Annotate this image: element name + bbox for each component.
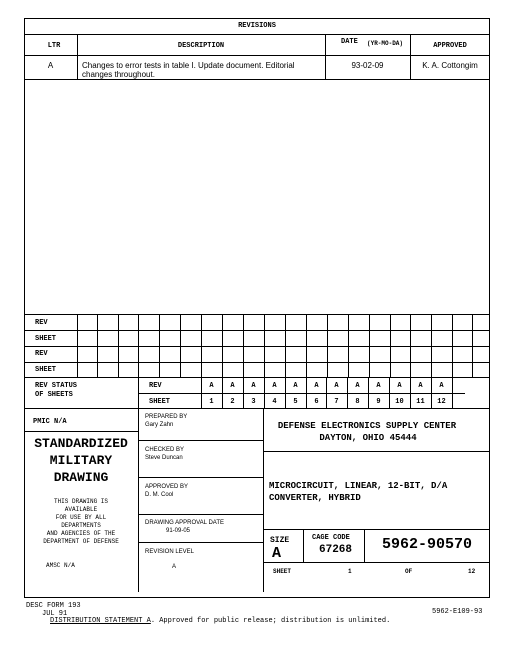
form-date: JUL 91 (42, 610, 68, 618)
rev-row-description-line1: Changes to error tests in table I. Update document. Editorial (82, 61, 295, 70)
checked-by-label: CHECKED BY (145, 447, 185, 453)
divider (390, 314, 391, 377)
rev-status-sheet: 8 (355, 398, 360, 406)
rev-status-rev: A (397, 382, 402, 390)
rev-row-approved: K. A. Cottongim (422, 61, 478, 70)
divider (138, 542, 263, 543)
rev-status-rev: A (209, 382, 214, 390)
rev-status-sheet: 6 (314, 398, 319, 406)
divider (138, 314, 139, 377)
divider (452, 314, 453, 377)
standardized-title-line2: MILITARY (49, 453, 113, 468)
divider (24, 314, 490, 315)
header-date: DATE (341, 38, 358, 46)
divider (138, 440, 263, 441)
checked-by-name: Steve Duncan (145, 455, 183, 461)
divider (138, 393, 465, 394)
distribution-label: DISTRIBUTION STATEMENT A (50, 617, 151, 625)
availability-line: DEPARTMENTS (61, 522, 101, 529)
rev-status-sheet: 9 (376, 398, 381, 406)
availability-line: FOR USE BY ALL (55, 514, 107, 521)
rev-status-rev-label: REV (149, 382, 162, 390)
divider (325, 34, 326, 79)
rev-status-sheet: 7 (334, 398, 339, 406)
divider (243, 314, 244, 377)
divider (24, 330, 490, 331)
form-number: DESC FORM 193 (26, 602, 81, 610)
rev-status-rev: A (314, 382, 319, 390)
divider (77, 314, 78, 377)
rev-status-rev: A (418, 382, 423, 390)
header-description: DESCRIPTION (177, 42, 225, 50)
divider (452, 377, 453, 408)
approval-date-label: DRAWING APPROVAL DATE (145, 520, 225, 526)
divider (24, 362, 490, 363)
divider (138, 477, 263, 478)
center-name-line1: DEFENSE ELECTRONICS SUPPLY CENTER (277, 421, 457, 431)
divider (303, 529, 304, 562)
divider (138, 514, 263, 515)
standardized-title-line3: DRAWING (53, 470, 109, 485)
divider (24, 34, 490, 35)
rev-status-sheet: 5 (293, 398, 298, 406)
center-name-line2: DAYTON, OHIO 45444 (319, 433, 417, 443)
pmic-label: PMIC N/A (33, 418, 67, 426)
rev-status-sheet: 10 (395, 398, 404, 406)
size-label: SIZE (270, 536, 290, 545)
divider (201, 314, 202, 377)
divider (222, 314, 223, 377)
divider (138, 377, 139, 592)
approval-date: 91-09-05 (166, 528, 191, 534)
rev-status-sheet: 2 (230, 398, 235, 406)
approved-by-label: APPROVED BY (145, 484, 189, 490)
divider (24, 408, 490, 409)
grid-label-rev: REV (35, 319, 48, 327)
document-number: 5962-90570 (382, 536, 473, 553)
divider (263, 529, 490, 530)
revision-level: A (172, 564, 177, 570)
divider (327, 314, 328, 377)
sheet-label: SHEET (273, 568, 292, 575)
rev-status-rev: A (439, 382, 444, 390)
divider (24, 431, 138, 432)
prepared-by-name: Gary Zahn (145, 422, 174, 428)
divider (285, 314, 286, 377)
revisions-title: REVISIONS (238, 22, 276, 30)
distribution-text: . Approved for public release; distribution is unlimited. (150, 617, 391, 625)
divider (24, 346, 490, 347)
rev-status-sheet: 12 (437, 398, 446, 406)
grid-label-sheet: SHEET (35, 366, 57, 374)
grid-label-rev: REV (35, 350, 48, 358)
rev-status-sheet: 3 (251, 398, 256, 406)
divider (263, 451, 490, 452)
rev-status-sheet: 1 (209, 398, 214, 406)
rev-row-description-line2: changes throughout. (82, 70, 155, 79)
divider (264, 314, 265, 377)
rev-row-date: 93-02-09 (351, 61, 384, 70)
prepared-by-label: PREPARED BY (145, 414, 188, 420)
divider (369, 314, 370, 377)
sheet-number: 1 (348, 568, 352, 575)
divider (180, 314, 181, 377)
rev-status-sheet: 4 (272, 398, 277, 406)
rev-status-label-line2: OF SHEETS (35, 391, 73, 399)
rev-status-rev: A (251, 382, 256, 390)
rev-status-sheet-label: SHEET (149, 398, 171, 406)
divider (410, 34, 411, 79)
drawing-title-line1: MICROCIRCUIT, LINEAR, 12-BIT, D/A (269, 481, 448, 491)
rev-row-ltr: A (47, 61, 54, 70)
rev-status-rev: A (355, 382, 360, 390)
of-label: OF (405, 568, 413, 575)
divider (410, 314, 411, 377)
divider (24, 55, 490, 56)
drawing-title-line2: CONVERTER, HYBRID (269, 493, 361, 503)
approved-by-name: D. M. Cool (145, 492, 174, 498)
header-ltr: LTR (47, 42, 61, 50)
size-value: A (272, 545, 282, 562)
standardized-title-line1: STANDARDIZED (34, 436, 128, 451)
divider (348, 314, 349, 377)
availability-line: AVAILABLE (64, 506, 98, 513)
amsc-label: AMSC N/A (46, 562, 75, 569)
divider (97, 314, 98, 377)
divider (364, 529, 365, 562)
availability-line: DEPARTMENT OF DEFENSE (43, 538, 119, 545)
divider (77, 34, 78, 79)
rev-status-rev: A (334, 382, 339, 390)
divider (306, 314, 307, 377)
rev-status-rev: A (376, 382, 381, 390)
header-approved: APPROVED (433, 42, 467, 50)
divider (159, 314, 160, 377)
header-date-format: (YR-MO-DA) (367, 40, 404, 47)
divider (24, 79, 490, 80)
divider (24, 377, 490, 378)
rev-status-rev: A (293, 382, 298, 390)
availability-line: THIS DRAWING IS (53, 498, 108, 505)
rev-status-rev: A (272, 382, 277, 390)
rev-status-rev: A (230, 382, 235, 390)
divider (118, 314, 119, 377)
cage-code-label: CAGE CODE (312, 534, 350, 542)
divider (431, 314, 432, 377)
divider (263, 562, 490, 563)
rev-status-label-line1: REV STATUS (35, 382, 78, 390)
divider (472, 314, 473, 377)
total-sheets: 12 (468, 568, 476, 575)
cage-code-value: 67268 (319, 544, 353, 556)
availability-line: AND AGENCIES OF THE (46, 530, 116, 537)
distribution-statement (50, 618, 390, 625)
document-code: 5962-E109-93 (432, 608, 483, 616)
rev-status-sheet: 11 (416, 398, 425, 406)
grid-label-sheet: SHEET (35, 335, 57, 343)
revision-level-label: REVISION LEVEL (145, 549, 195, 555)
